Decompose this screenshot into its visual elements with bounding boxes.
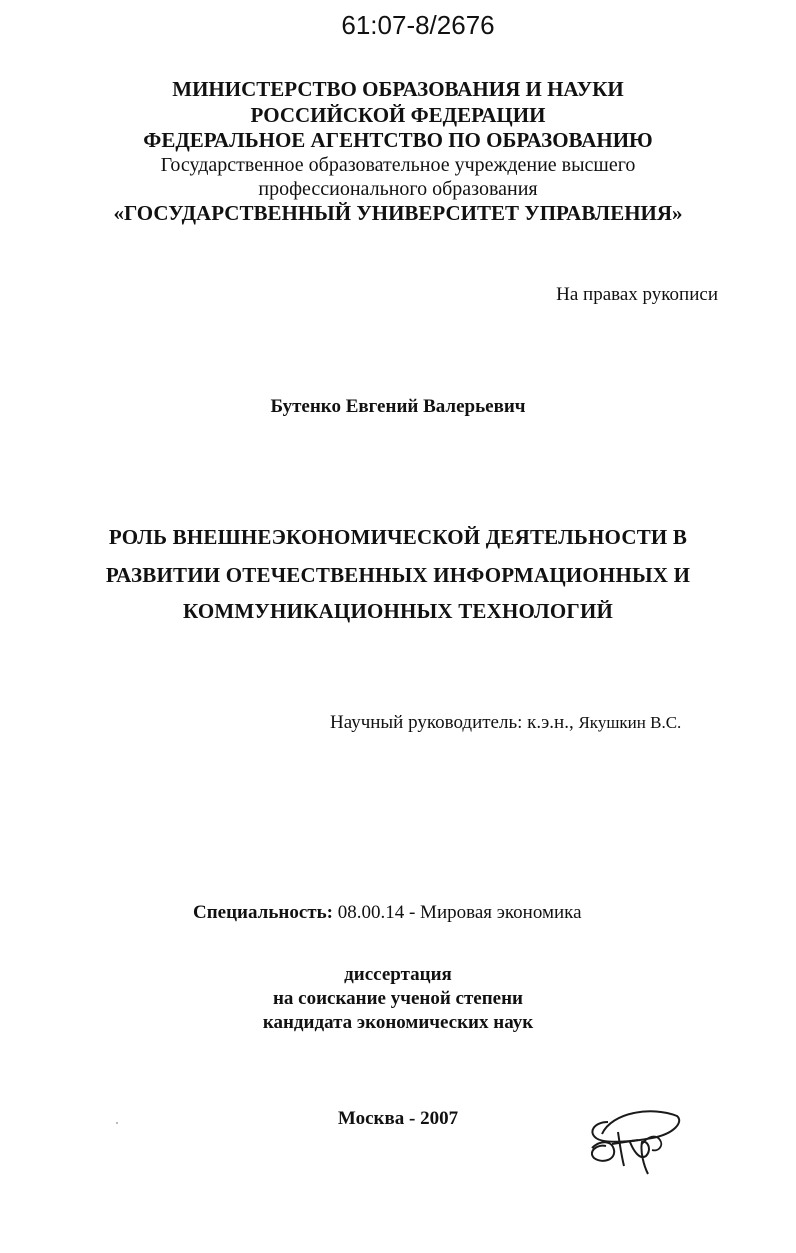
ministry-line-1: МИНИСТЕРСТВО ОБРАЗОВАНИЯ И НАУКИ [172,77,624,101]
city-year: Москва - 2007 [337,1108,459,1129]
institution-type-line-2: профессионального образования [258,178,538,200]
scan-speck [116,1122,118,1124]
author-name: Бутенко Евгений Валерьевич [270,396,526,417]
handwritten-signature-icon [582,1104,686,1176]
university-name: «ГОСУДАРСТВЕННЫЙ УНИВЕРСИТЕТ УПРАВЛЕНИЯ» [113,201,683,225]
title-line-3: КОММУНИКАЦИОННЫХ ТЕХНОЛОГИЙ [182,599,614,623]
title-line-1: РОЛЬ ВНЕШНЕЭКОНОМИЧЕСКОЙ ДЕЯТЕЛЬНОСТИ В [108,525,688,549]
registration-code: 61:07-8/2676 [341,10,495,40]
supervisor-name: Якушкин В.С. [578,713,682,732]
supervisor-label: Научный руководитель: к.э.н., [330,712,574,733]
degree-line-2: на соискание ученой степени [272,988,523,1009]
specialty-value: 08.00.14 - Мировая экономика [337,902,582,923]
agency-line: ФЕДЕРАЛЬНОЕ АГЕНТСТВО ПО ОБРАЗОВАНИЮ [143,128,653,152]
degree-line-1: диссертация [344,964,452,985]
ministry-line-2: РОССИЙСКОЙ ФЕДЕРАЦИИ [250,103,546,127]
specialty-label: Специальность: [193,902,333,923]
supervisor [330,712,681,734]
specialty [193,902,582,924]
institution-type-line-1: Государственное образовательное учреждение высшего [160,154,636,176]
title-line-2: РАЗВИТИИ ОТЕЧЕСТВЕННЫХ ИНФОРМАЦИОННЫХ И [105,563,691,587]
manuscript-note: На правах рукописи [556,284,718,305]
degree-line-3: кандидата экономических наук [262,1012,534,1033]
